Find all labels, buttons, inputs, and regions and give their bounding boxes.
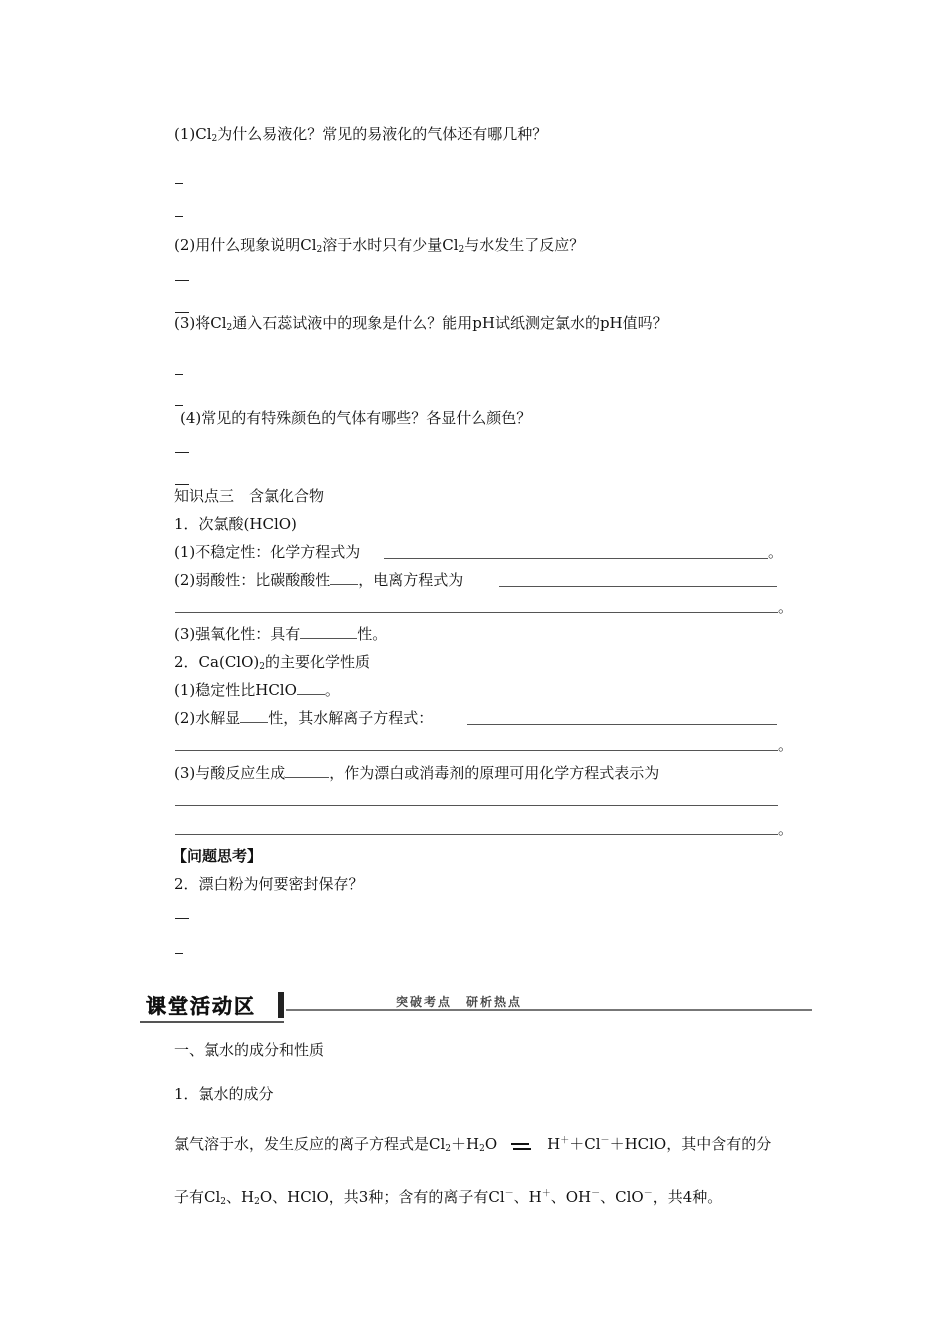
blank-short[interactable] <box>330 570 358 585</box>
section-1-title: 一、氯水的成分和性质 <box>174 1041 325 1059</box>
hclo-instability: (1)不稳定性：化学方程式为 <box>174 543 361 561</box>
caclo2-title: 2．$Ca(ClO)_2$的主要化学性质 <box>174 653 370 672</box>
answer-dash <box>175 918 189 919</box>
section-band <box>140 990 812 1024</box>
chlorine-water-paragraph-line2: 子有$Cl_2$、$H_2O$、HClO，共3种；含有的离子有Cl－、H＋、OH－、ClO－，共4种。 <box>174 1188 723 1207</box>
blank-short[interactable] <box>285 763 329 778</box>
blank-line[interactable] <box>384 558 768 559</box>
section-1-sub1: 1．氯水的成分 <box>174 1085 274 1103</box>
caclo2-stability: (1)稳定性比HClO 。 <box>174 681 340 699</box>
question-1: $(1)Cl_2$为什么易液化？常见的易液化的气体还有哪几种？ <box>174 125 548 144</box>
period: 。 <box>778 736 794 754</box>
blank-line[interactable] <box>175 834 778 835</box>
caclo2-hydrolysis: (2)水解显 性，其水解离子方程式： <box>174 709 434 727</box>
blank-line[interactable] <box>175 612 778 613</box>
blank-line[interactable] <box>175 750 778 751</box>
period: 。 <box>768 543 784 561</box>
period: 。 <box>778 820 794 838</box>
answer-dash <box>175 452 189 453</box>
answer-dash <box>175 280 189 281</box>
question-4: (4)常见的有特殊颜色的气体有哪些？各显什么颜色？ <box>180 409 532 427</box>
answer-dash <box>175 953 183 954</box>
period: 。 <box>778 598 794 616</box>
band-rule <box>286 1009 812 1011</box>
band-title: 课堂活动区 <box>146 994 256 1018</box>
answer-dash <box>175 216 183 217</box>
question-3: (3)将$Cl_2$通入石蕊试液中的现象是什么？能用pH试纸测定氯水的pH值吗？ <box>174 314 668 333</box>
caclo2-acid-reaction: (3)与酸反应生成 ，作为漂白或消毒剂的原理可用化学方程式表示为 <box>174 764 660 782</box>
question-2: (2)用什么现象说明$Cl_2$溶于水时只有少量$Cl_2$与水发生了反应？ <box>174 236 585 255</box>
answer-dash <box>175 484 189 485</box>
band-subtitle: 突破考点 研析热点 <box>396 995 523 1009</box>
think-title: 【问题思考】 <box>172 847 263 865</box>
blank-line[interactable] <box>467 724 777 725</box>
answer-dash <box>175 183 183 184</box>
answer-dash <box>175 405 183 406</box>
blank-line[interactable] <box>499 586 777 587</box>
chlorine-water-paragraph-line1: 氯气溶于水，发生反应的离子方程式是$Cl_2+H_2O$ H＋＋Cl－＋HClO，其中含有的分 <box>174 1135 772 1154</box>
band-divider <box>278 992 284 1018</box>
equilibrium-arrow-icon <box>511 1138 533 1152</box>
blank-short[interactable] <box>300 624 357 639</box>
think-question-2: 2．漂白粉为何要密封保存？ <box>174 875 364 893</box>
blank-short[interactable] <box>240 708 268 723</box>
blank-short[interactable] <box>297 680 325 695</box>
answer-dash <box>175 374 183 375</box>
blank-line[interactable] <box>175 805 778 806</box>
hclo-title: 1．次氯酸(HClO) <box>174 515 297 533</box>
hclo-oxidizing: (3)强氧化性：具有 性。 <box>174 625 388 643</box>
band-underline <box>140 1021 284 1023</box>
section-title-kp3: 知识点三 含氯化合物 <box>174 487 325 505</box>
hclo-weak-acid: (2)弱酸性：比碳酸酸性 ，电离方程式为 <box>174 571 464 589</box>
